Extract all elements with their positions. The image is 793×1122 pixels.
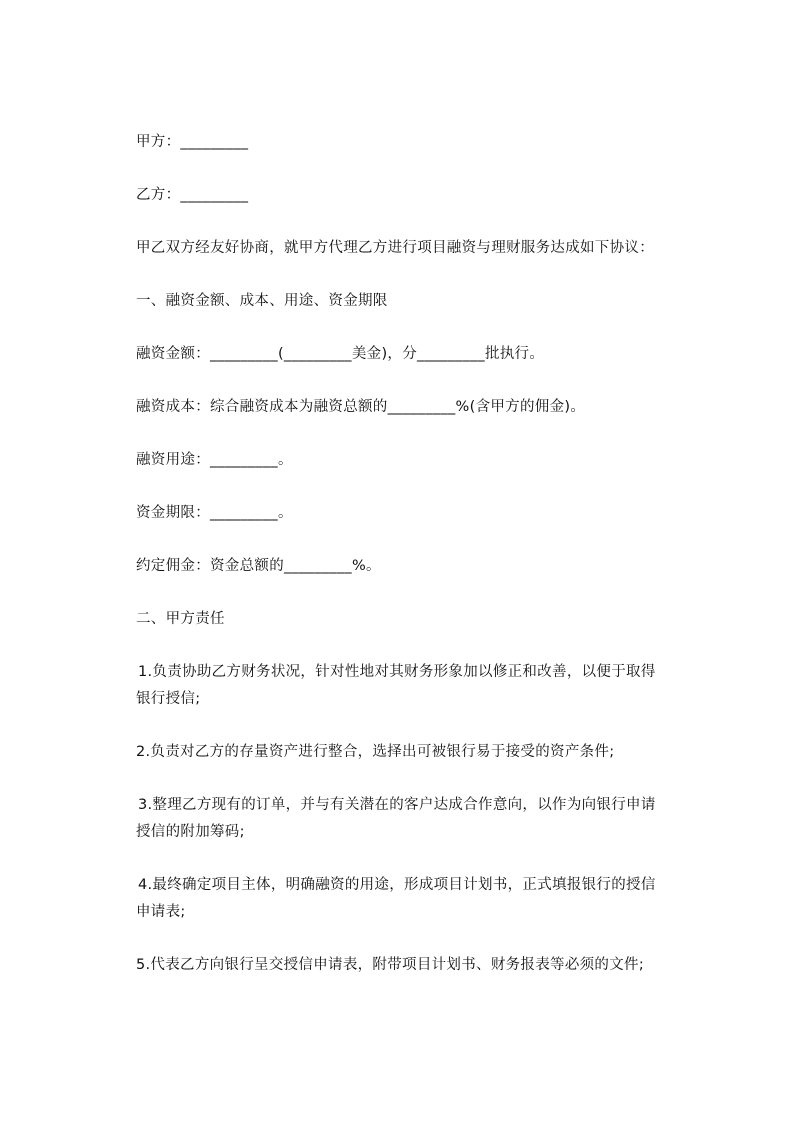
- item-4-line-2: 申请表;: [136, 904, 186, 920]
- item-2-line: 2.负责对乙方的存量资产进行整合，选择出可被银行易于接受的资产条件;: [136, 744, 615, 760]
- financing-purpose-line: 融资用途：_________。: [136, 452, 293, 468]
- item-1-line-2: 银行授信;: [136, 691, 201, 707]
- item-4-line-1: 4.最终确定项目主体，明确融资的用途，形成项目计划书，正式填报银行的授信: [138, 877, 656, 893]
- item-3-line-1: 3.整理乙方现有的订单，并与有关潜在的客户达成合作意向，以作为向银行申请: [138, 797, 656, 813]
- section-1-heading: 一、融资金额、成本、用途、资金期限: [136, 293, 388, 309]
- item-3-line-2: 授信的附加筹码;: [136, 824, 245, 840]
- party-a-line: 甲方：_________: [136, 134, 249, 150]
- list-item: [136, 795, 656, 842]
- party-b-line: 乙方：_________: [136, 187, 249, 203]
- intro-paragraph: 甲乙双方经友好协商，就甲方代理乙方进行项目融资与理财服务达成如下协议：: [136, 240, 654, 256]
- list-item: [136, 875, 656, 922]
- capital-term-line: 资金期限：_________。: [136, 505, 293, 521]
- financing-amount-line: 融资金额：_________(_________美金)，分_________批执行。: [136, 346, 545, 362]
- item-1-line-1: 1.负责协助乙方财务状况，针对性地对其财务形象加以修正和改善，以便于取得: [138, 664, 656, 680]
- section-2-heading: 二、甲方责任: [136, 611, 225, 627]
- item-5-line: 5.代表乙方向银行呈交授信申请表，附带项目计划书、财务报表等必须的文件;: [136, 957, 645, 973]
- commission-line: 约定佣金：资金总额的_________%。: [136, 558, 381, 574]
- financing-cost-line: 融资成本：综合融资成本为融资总额的_________%(含甲方的佣金)。: [136, 399, 586, 415]
- list-item: [136, 662, 656, 709]
